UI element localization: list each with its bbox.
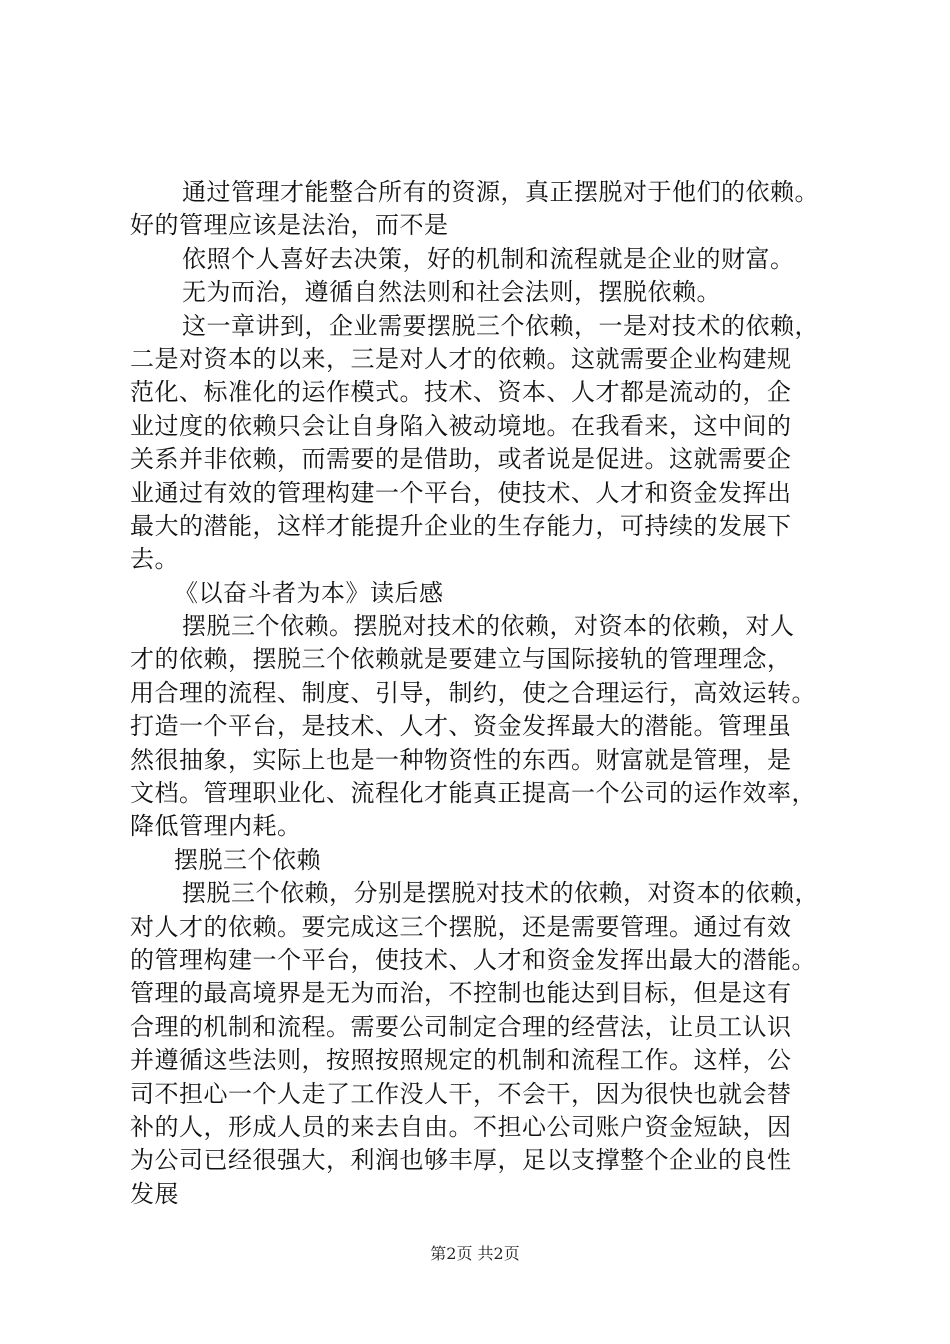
section-heading: 摆脱三个依赖 (174, 845, 321, 874)
text-line: 无为而治，遵循自然法则和社会法则，摆脱依赖。 (182, 278, 721, 307)
text-line: 司不担心一个人走了工作没人干，不会干，因为很快也就会替 (130, 1079, 792, 1108)
text-line: 去。 (130, 545, 179, 574)
text-line: 文档。管理职业化、流程化才能真正提高一个公司的运作效率， (130, 779, 816, 808)
text-line: 然很抽象，实际上也是一种物资性的东西。财富就是管理，是 (130, 745, 792, 774)
text-line: 关系并非依赖，而需要的是借助，或者说是促进。这就需要企 (130, 445, 792, 474)
text-line: 好的管理应该是法治，而不是 (130, 211, 449, 240)
text-line: 合理的机制和流程。需要公司制定合理的经营法，让员工认识 (130, 1012, 792, 1041)
text-line: 并遵循这些法则，按照按照规定的机制和流程工作。这样，公 (130, 1046, 792, 1075)
text-line: 通过管理才能整合所有的资源，真正摆脱对于他们的依赖。 (182, 178, 819, 206)
text-line: 二是对资本的以来，三是对人才的依赖。这就需要企业构建规 (130, 344, 792, 373)
text-line: 发展 (130, 1179, 179, 1208)
text-line: 补的人，形成人员的来去自由。不担心公司账户资金短缺，因 (130, 1112, 792, 1141)
text-line: 才的依赖，摆脱三个依赖就是要建立与国际接轨的管理理念， (130, 645, 792, 674)
text-line: 为公司已经很强大，利润也够丰厚，足以支撑整个企业的良性 (130, 1146, 792, 1175)
text-line: 摆脱三个依赖。摆脱对技术的依赖，对资本的依赖，对人 (182, 612, 795, 641)
text-line: 打造一个平台，是技术、人才、资金发挥最大的潜能。管理虽 (130, 712, 792, 741)
text-line: 业过度的依赖只会让自身陷入被动境地。在我看来，这中间的 (130, 411, 792, 440)
body-text (130, 176, 860, 1211)
text-line: 的管理构建一个平台，使技术、人才和资金发挥出最大的潜能。 (130, 945, 816, 974)
text-line: 这一章讲到，企业需要摆脱三个依赖，一是对技术的依赖， (182, 311, 819, 340)
text-line: 摆脱三个依赖，分别是摆脱对技术的依赖，对资本的依赖， (182, 879, 819, 908)
text-line: 对人才的依赖。要完成这三个摆脱，还是需要管理。通过有效 (130, 912, 792, 941)
page-footer: 第2页 共2页 (430, 1244, 520, 1263)
text-line: 范化、标准化的运作模式。技术、资本、人才都是流动的，企 (130, 378, 792, 407)
text-line: 最大的潜能，这样才能提升企业的生存能力，可持续的发展下 (130, 511, 792, 540)
text-line: 依照个人喜好去决策，好的机制和流程就是企业的财富。 (182, 244, 795, 273)
section-heading: 《以奋斗者为本》读后感 (174, 578, 444, 607)
text-line: 管理的最高境界是无为而治，不控制也能达到目标，但是这有 (130, 979, 792, 1008)
text-line: 降低管理内耗。 (130, 812, 302, 841)
text-line: 业通过有效的管理构建一个平台，使技术、人才和资金发挥出 (130, 478, 792, 507)
text-line: 用合理的流程、制度、引导，制约，使之合理运行，高效运转。 (130, 678, 816, 707)
